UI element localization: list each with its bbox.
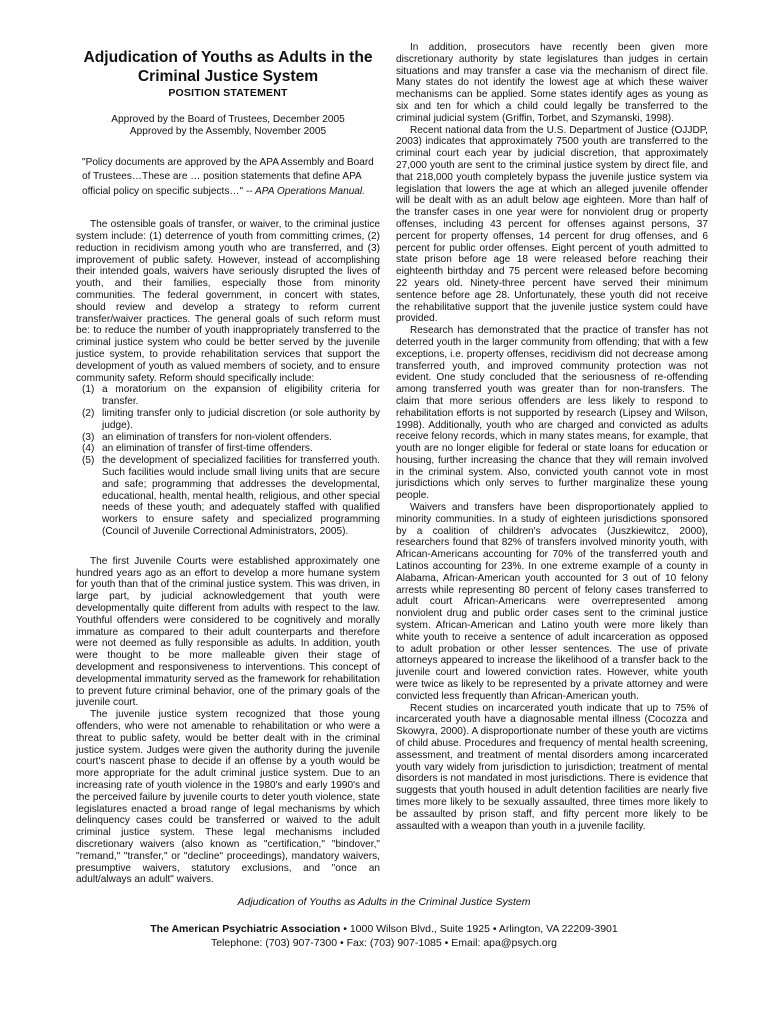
list-number: (4) (82, 443, 95, 455)
right-paragraph-4: Waivers and transfers have been disproportionately applied to minority communities. In a study of eighteen jurisdictions sponsored by a coalition of children's advocates (Juszkiewitcz, 2000), researchers found that 82% of transfers involved minority youth, with African-Americans accounting for 70% of the transferred youth and Latinos accounting for 23%. In one extreme example of a county in Alabama, African-American youth accounted for 3 out of 10 felony arrests while representing 80 percent of felony cases transferred to adult court African-Americans were overrepresented among nonviolent drug and public order cases sent to the criminal justice system. African-American and Latino youth were more likely than white youth to receive a sentence of adult incarceration as opposed to adult probation or other lesser sentences. The use of private attorneys appeared to increase the likelihood of a transfer back to the juvenile court and lowered conviction rates. However, white youth were twice as likely to be represented by a private attorney and were convicted less frequently than African-American youth. (396, 502, 708, 702)
list-text: the development of specialized facilities for transferred youth. Such facilities would include small living units that are secure and safe; programming that addresses the developmental, educational, health, mental health, religious, and other special needs of these youth; and adequately staffed with qualified workers to ensure safety and specialized programming (Council of Juvenile Correctional Administrators, 2005). (102, 455, 380, 538)
list-item (82, 455, 380, 538)
approved-assembly: Approved by the Assembly, November 2005 (129, 126, 327, 138)
list-item (82, 408, 380, 432)
right-column (396, 42, 708, 832)
right-paragraph-3: Research has demonstrated that the practice of transfer has not deterred youth in the larger community from offending; that with a few exceptions, i.e. property offenses, recidivism did not decrease among transferred youth, and improved community protection was not evident. One study concluded that the seriousness of re-offending among transferred youth was greater than for non-transfers. The claim that more serious offenders are less likely to respond to rehabilitation efforts is not supported by research (Lipsey and Wilson, 1998). Additionally, youth who are charged and convicted as adults receive felony records, which in many states means, for example, that youth are no longer eligible for federal or state loans for education or housing, further increasing the chance that they will remain involved in the criminal system. Also, convicted youth cannot vote in most jurisdictions which only serves to further marginalize these young people. (396, 325, 708, 502)
list-number: (5) (82, 455, 95, 467)
list-number: (2) (82, 408, 95, 420)
list-text: limiting transfer only to judicial discretion (or sole authority by judge). (102, 408, 380, 431)
org-name: The American Psychiatric Association (150, 923, 341, 935)
page-title: Adjudication of Youths as Adults in the Criminal Justice System (83, 49, 373, 85)
list-text: a moratorium on the expansion of eligibility criteria for transfer. (102, 384, 380, 408)
approved-trustees: Approved by the Board of Trustees, December 2005 (111, 113, 345, 125)
right-paragraph-1: In addition, prosecutors have recently been given more discretionary authority by state legislatures than judges in certain situations and may transfer a case via the mechanism of direct file. Many states do not identify the lowest age at which these waiver mechanisms can be applied. Some states identify ages as young as six and ten for which a child could legally be transferred to the criminal judicial system (Griffin, Torbet, and Szymanski, 1998). (396, 42, 708, 124)
footer-address (0, 923, 768, 935)
policy-quote (82, 156, 374, 200)
left-paragraph-3: The juvenile justice system recognized that those young offenders, who were not amenable to rehabilitation or who were a threat to public safety, would be better dealt with in the criminal justice system. Judges were given the authority during the juvenile court's nascent phase to decide if an offense by a youth would be more appropriate for the adult criminal justice system. Due to an increasing rate of youth violence in the 1980's and early 1990's and the perceived failure by juvenile courts to deter youth violence, state legislatures enacted a broad range of legal mechanisms by which delinquency cases could be transferred or waived to the adult criminal justice system. These legal mechanisms included discretionary waivers (also known as "certification," "bindover," "remand," "transfer," or "decline" proceedings), mandatory waivers, presumptive waivers, statutory exclusions, and "once an adult/always an adult" waivers. (76, 709, 380, 886)
org-address: • 1000 Wilson Blvd., Suite 1925 • Arlington, VA 22209-3901 (340, 923, 618, 935)
list-text: an elimination of transfer of first-time offenders. (102, 443, 313, 455)
list-number: (3) (82, 431, 95, 443)
list-item (82, 443, 380, 455)
spacer (76, 538, 380, 556)
approval-block (76, 114, 380, 139)
list-number: (1) (82, 384, 95, 396)
list-item (82, 384, 380, 408)
right-paragraph-5: Recent studies on incarcerated youth indicate that up to 75% of incarcerated youth have a diagnosable mental illness (Cocozza and Skowyra, 2000). A disproportionate number of these youth are victims of child abuse. Procedures and frequency of mental health screening, assessment, and treatment of mental disorders among incarcerated youth vary widely from jurisdiction to jurisdiction; treatment of mental disorders is not mandated in most jurisdictions. There is evidence that suggests that youth housed in adult detention facilities are nearly five times more likely to be sexually assaulted, three times more likely to be assaulted by prison staff, and fifty percent more likely to be assaulted with a weapon than youth in a juvenile facility. (396, 702, 708, 832)
list-text: an elimination of transfers for non-violent offenders. (102, 431, 332, 443)
right-paragraph-2: Recent national data from the U.S. Department of Justice (OJJDP, 2003) indicates that approximately 7500 youth are transferred to the criminal court each year by judicial discretion, that approximately 27,000 youth are sent to the criminal justice system by direct file, and that 218,000 youth completely bypass the juvenile justice system via legislation that lowers the age at which an alleged juvenile offender will be dealt with as an adult below age eighteen. More than half of the transfer cases in one year were for nonviolent drug or property offenses, including 43 percent for offenses against persons, 37 percent for property offenses, 14 percent for drug offenses, and 6 percent for public order offenses. Eight percent of youth admitted to state prison before age 18 were released before reaching their eighteenth birthday and 75 percent were released before becoming 22 years old. Ninety-three percent have served their minimum sentence before age 28. Unfortunately, these youth did not receive the rehabilitative support that the juvenile justice system could have provided. (396, 124, 708, 325)
left-paragraph-2: The first Juvenile Courts were established approximately one hundred years ago as an effort to develop a more humane system for youth than that of the criminal justice system. This was driven, in large part, by judicial acknowledgement that youth were developmentally quite different from adults with respect to the law. Youthful offenders were considered to be cognitively and morally immature as compared to their adult counterparts and therefore were not deemed as fully responsible as adults. In addition, youth were thought to be more malleable given their stage of development and responsiveness to interventions. This concept of developmental immaturity served as the framework for rehabilitation to prevent future criminal behavior, one of the primary goals of the juvenile court. (76, 555, 380, 709)
reform-list (76, 384, 380, 537)
page-subtitle: POSITION STATEMENT (168, 87, 288, 99)
left-paragraph-1: The ostensible goals of transfer, or waiver, to the criminal justice system include: (1) deterrence of youth from committing crimes, (2) reduction in recidivism among youth who are transferred, and (3) improvement of public safety. However, instead of accomplishing their intended goals, waivers have seriously disrupted the lives of youth, and their families, especially those from minority communities. The federal government, in concert with states, should review and develop a strategy to reform current transfer/waiver practices. The general goals of such reform must be: to reduce the number of youth inappropriately transferred to the criminal justice system who could be better served by the juvenile justice system, to provide rehabilitation services that support the development of youth as valued members of society, and to ensure community safety. Reform should specifically include: (76, 219, 380, 384)
footer-contact: Telephone: (703) 907-7300 • Fax: (703) 907-1085 • Email: apa@psych.org (210, 937, 558, 949)
running-footer-title: Adjudication of Youths as Adults in the Criminal Justice System (237, 896, 531, 908)
quote-source: -- APA Operations Manual. (243, 185, 365, 197)
list-item (82, 432, 380, 444)
quote-text: "Policy documents are approved by the APA Assembly and Board of Trustees…These are … position statements that define APA official policy on specific subjects…" (82, 156, 374, 197)
left-column (76, 40, 380, 886)
